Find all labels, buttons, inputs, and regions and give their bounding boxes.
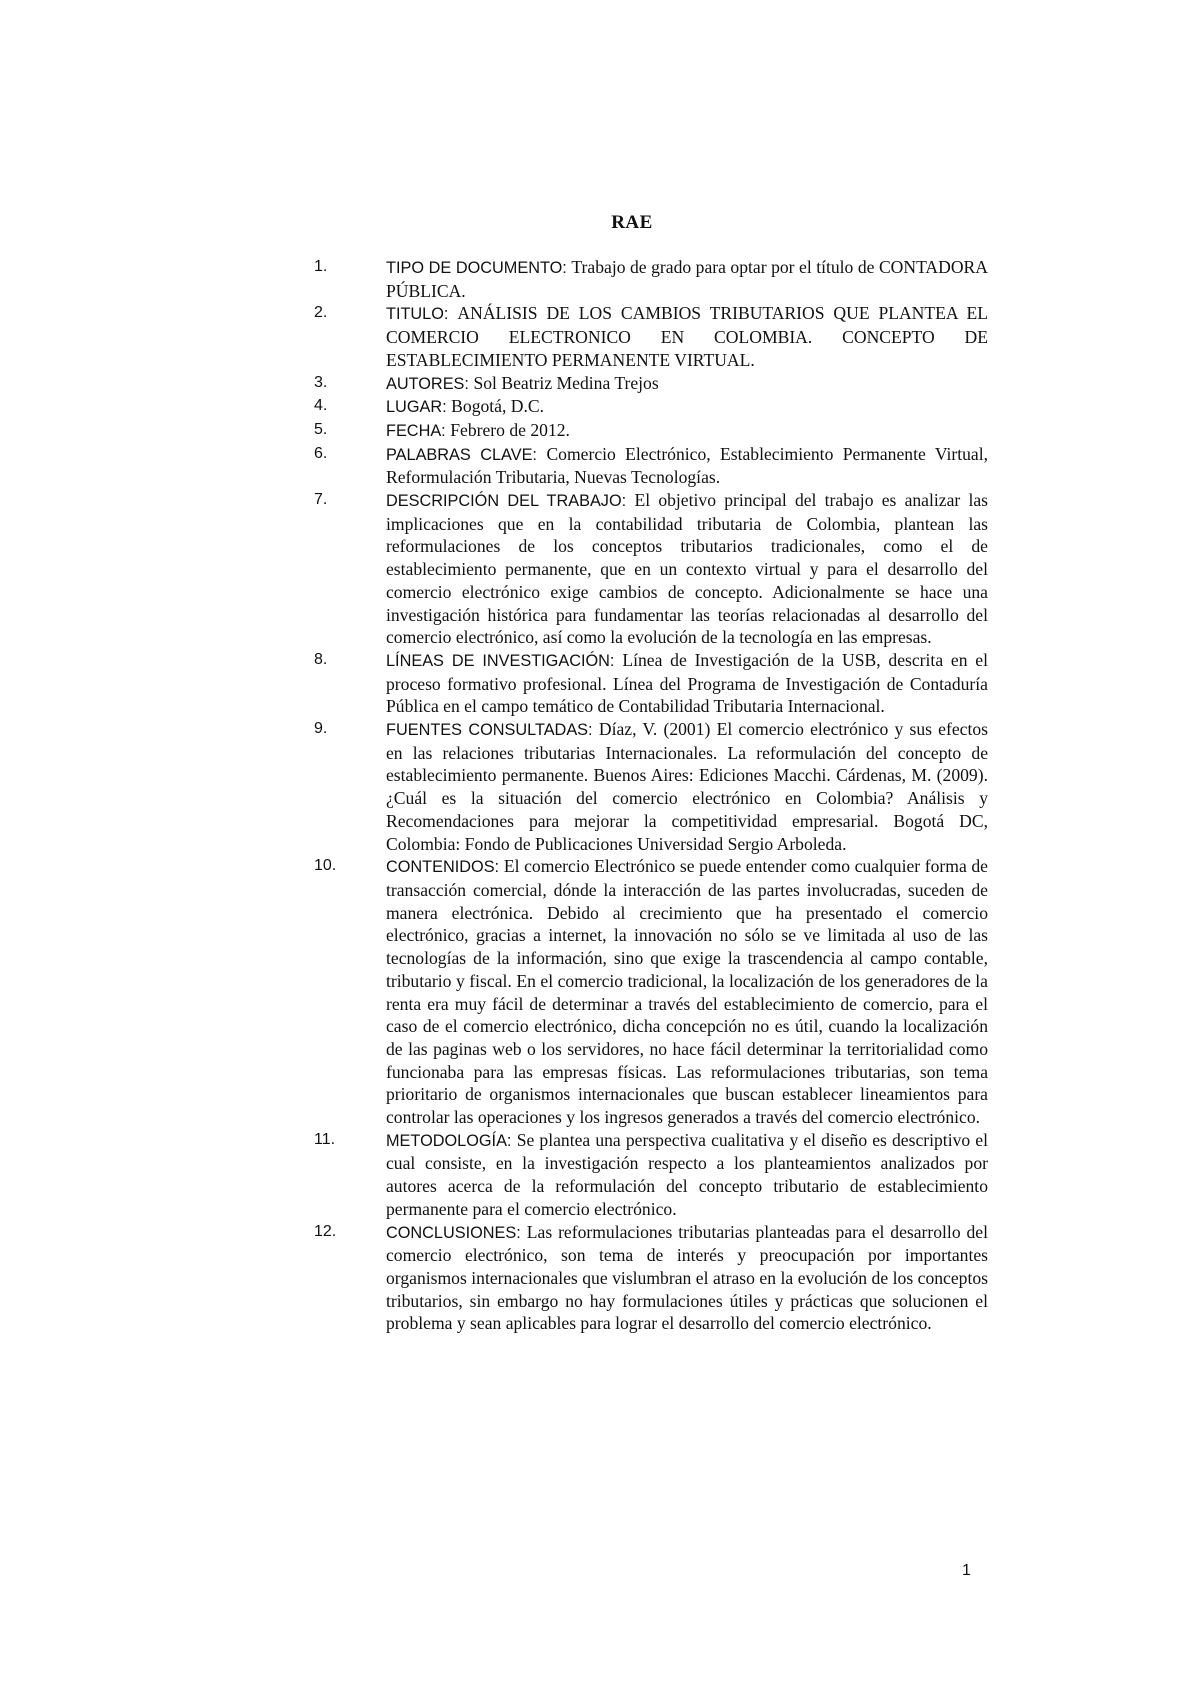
rae-item [300,855,988,1128]
rae-item [300,302,988,371]
item-text: Se plantea una perspectiva cualitativa y el diseño es descriptivo el cual consiste, en la investigación respecto a los planteamientos analizados por autores acerca de la reformulación del concepto tributario de establecimiento permanente para el comercio electrónico. [386,1129,988,1219]
item-label: LUGAR: [386,398,452,417]
item-number: 9. [314,720,328,738]
rae-item [300,419,988,443]
item-label: AUTORES: [386,374,474,393]
item-number: 2. [314,304,328,322]
item-label: DESCRIPCIÓN DEL TRABAJO: [386,492,635,511]
item-number: 6. [314,444,328,462]
rae-item [300,718,988,855]
item-number: 11. [314,1130,336,1148]
rae-item [300,1129,988,1221]
item-number: 12. [314,1222,337,1240]
rae-item [300,1221,988,1336]
item-text: Díaz, V. (2001) El comercio electrónico y sus efectos en las relaciones tributarias Internacionales. La reformulación del concepto de establecimiento permanente. Buenos Aires: Ediciones Macchi. Cárdenas, M. (2009). ¿Cuál es la situación del comercio electrónico en Colombia? Análisis y Recomendaciones para mejorar la competitividad empresarial. Bogotá DC, Colombia: Fondo de Publicaciones Universidad Sergio Arboleda. [386,719,988,854]
item-text: Bogotá, D.C. [451,396,545,417]
rae-item [300,443,988,489]
item-label: LÍNEAS DE INVESTIGACIÓN: [386,651,623,670]
item-number: 7. [314,491,328,509]
item-label: TIPO DE DOCUMENTO: [386,259,572,277]
rae-item-list [300,256,988,1335]
item-text: El comercio Electrónico se puede entender como cualquier forma de transacción comercial, dónde la interacción de las partes involucradas, suceden de manera electrónica. Debido al crecimiento que ha presentado el comercio electrónico, gracias a internet, la innovación no sólo se ve limitada al uso de las tecnologías de la información, sino que exige la trascendencia al campo contable, tributario y fiscal. En el comercio tradicional, la localización de los generadores de la renta era muy fácil de determinar a través del establecimiento de comercio, para el caso de el comercio electrónico, dicha concepción no es útil, cuando la localización de las paginas web o los servidores, no hace fácil determinar la territorialidad como funcionaba para las empresas físicas. Las reformulaciones tributarias, son tema prioritario de organismos internacionales que buscan establecer lineamientos para controlar las operaciones y los ingresos generados a través del comercio electrónico. [386,856,988,1128]
rae-item [300,256,988,302]
item-label: METODOLOGÍA: [386,1131,517,1150]
item-number: 4. [314,397,328,415]
item-number: 1. [314,258,328,275]
rae-item [300,489,988,649]
item-text: ANÁLISIS DE LOS CAMBIOS TRIBUTARIOS QUE PLANTEA EL COMERCIO ELECTRONICO EN COLOMBIA. CONCEPTO DE ESTABLECIMIENTO PERMANENTE VIRTUAL. [386,303,988,370]
document-title: RAE [611,212,653,233]
item-label: CONTENIDOS: [386,858,504,877]
item-text: El objetivo principal del trabajo es analizar las implicaciones que en la contabilidad tributaria de Colombia, plantean las reformulaciones de los conceptos tributarios tradicionales, como el de establecimiento permanente, que en un contexto virtual y para el desarrollo del comercio electrónico exige cambios de concepto. Adicionalmente se hace una investigación histórica para fundamentar las teorías relacionadas al desarrollo del comercio electrónico, así como la evolución de la tecnología en las empresas. [386,490,988,648]
item-label: CONCLUSIONES: [386,1223,527,1242]
item-text: Sol Beatriz Medina Trejos [473,372,659,393]
item-number: 3. [314,373,328,391]
item-label: FUENTES CONSULTADAS: [386,721,599,740]
item-text: Febrero de 2012. [450,419,570,440]
item-label: PALABRAS CLAVE: [386,445,547,464]
item-label: TITULO: [386,305,458,324]
item-number: 10. [314,857,337,875]
item-text: Comercio Electrónico, Establecimiento Permanente Virtual, Reformulación Tributaria, Nuevas Tecnologías. [386,443,988,488]
page-number: 1 [962,1562,971,1579]
item-number: 5. [314,420,328,438]
rae-item [300,395,988,419]
item-number: 8. [314,650,328,668]
item-text: Trabajo de grado para optar por el título de CONTADORA PÚBLICA. [386,257,988,301]
rae-item [300,649,988,718]
rae-item [300,372,988,396]
item-label: FECHA: [386,421,451,440]
item-text: Línea de Investigación de la USB, descrita en el proceso formativo profesional. Línea del Programa de Investigación de Contaduría Pública en el campo temático de Contabilidad Tributaria Internacional. [386,649,988,717]
item-text: Las reformulaciones tributarias planteadas para el desarrollo del comercio electrónico, son tema de interés y preocupación por importantes organismos internacionales que vislumbran el atraso en la evolución de los conceptos tributarios, sin embargo no hay formulaciones útiles y prácticas que solucionen el problema y sean aplicables para lograr el desarrollo del comercio electrónico. [386,1221,988,1334]
